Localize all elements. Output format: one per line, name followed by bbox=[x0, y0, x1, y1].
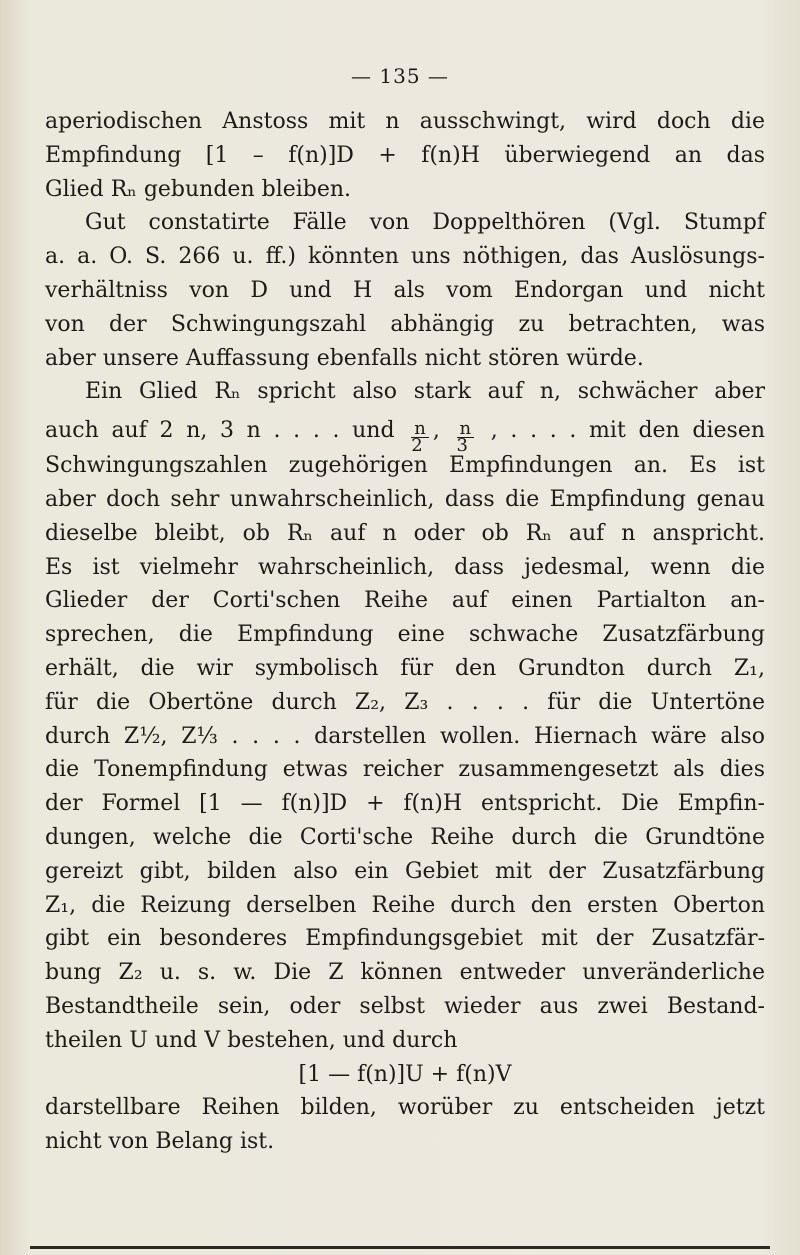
text-line: bung Z₂ u. s. w. Die Z können entweder unveränderliche bbox=[45, 960, 765, 986]
fraction-denominator: 2 bbox=[411, 435, 423, 457]
text-line: dieselbe bleibt, ob Rₙ auf n oder ob Rₙ auf n anspricht. bbox=[45, 520, 765, 546]
fraction-denominator: 3 bbox=[456, 435, 468, 457]
text-line: Bestandtheile sein, oder selbst wieder aus zwei Bestand- bbox=[45, 993, 765, 1019]
text-line: aperiodischen Anstoss mit n ausschwingt, wird doch die bbox=[45, 109, 765, 134]
page-number: — 135 — bbox=[351, 64, 449, 88]
text-line: Z₁, die Reizung derselben Reihe durch den ersten Oberton bbox=[45, 892, 765, 918]
text-line: für die Obertöne durch Z₂, Z₃ . . . . für die Untertöne bbox=[45, 689, 765, 715]
text-line: nicht von Belang ist. bbox=[45, 1129, 275, 1155]
text-line: darstellbare Reihen bilden, worüber zu entscheiden jetzt bbox=[45, 1095, 765, 1121]
text-line: Empfindung [1 – f(n)]D + f(n)H überwiegend an das bbox=[45, 142, 765, 168]
fraction-numerator: n bbox=[457, 421, 475, 438]
text-line: der Formel [1 — f(n)]D + f(n)H entspricht. Die Empfin- bbox=[45, 791, 765, 817]
text-line: Schwingungszahlen zugehörigen Empfindungen an. Es ist bbox=[45, 453, 765, 479]
text-line: gibt ein besonderes Empfindungsgebiet mit der Zusatzfär- bbox=[45, 926, 765, 952]
text-line: a. a. O. S. 266 u. ff.) könnten uns nöthigen, das Auslösungs- bbox=[45, 244, 765, 270]
fraction-line: auch auf 2 n, 3 n . . . . und $\frac{n}{2}$ , $\frac{n}{3}$ , . . . . mit den diesen bbox=[45, 418, 766, 457]
text-line: aber doch sehr unwahrscheinlich, dass die Empfindung genau bbox=[45, 486, 765, 512]
body-text bbox=[45, 105, 765, 1159]
fraction-numerator: n bbox=[411, 421, 429, 438]
formula-line: [1 — f(n)]U + f(n)V bbox=[298, 1061, 512, 1087]
text-line: theilen U und V bestehen, und durch bbox=[45, 1027, 458, 1053]
fraction-line-before: auch auf 2 n, 3 n . . . . und bbox=[45, 418, 395, 444]
text-line: die Tonempfindung etwas reicher zusammengesetzt als dies bbox=[45, 757, 765, 783]
fraction-line-after: , . . . . mit den diesen bbox=[490, 418, 766, 444]
text-line: Es ist vielmehr wahrscheinlich, dass jedesmal, wenn die bbox=[45, 554, 765, 580]
text-line: Glieder der Corti'schen Reihe auf einen Partialton an- bbox=[45, 588, 765, 614]
text-line: durch Z½, Z⅓ . . . . darstellen wollen. Hiernach wäre also bbox=[45, 723, 765, 749]
text-line: erhält, die wir symbolisch für den Grundton durch Z₁, bbox=[45, 655, 765, 681]
text-line: Ein Glied Rₙ spricht also stark auf n, schwächer aber bbox=[85, 379, 765, 405]
page-edge-divider bbox=[30, 1246, 770, 1249]
text-line: aber unsere Auffassung ebenfalls nicht stören würde. bbox=[45, 345, 644, 371]
text-line: Gut constatirte Fälle von Doppelthören (Vgl. Stumpf bbox=[85, 210, 765, 236]
text-line: gereizt gibt, bilden also ein Gebiet mit der Zusatzfärbung bbox=[45, 858, 765, 884]
text-line: Glied Rₙ gebunden bleiben. bbox=[45, 176, 352, 202]
text-line: dungen, welche die Corti'sche Reihe durch die Grundtöne bbox=[45, 824, 765, 850]
text-line: sprechen, die Empfindung eine schwache Zusatzfärbung bbox=[45, 622, 765, 648]
text-line: von der Schwingungszahl abhängig zu betrachten, was bbox=[45, 311, 765, 337]
text-line: verhältniss von D und H als vom Endorgan und nicht bbox=[45, 277, 765, 303]
